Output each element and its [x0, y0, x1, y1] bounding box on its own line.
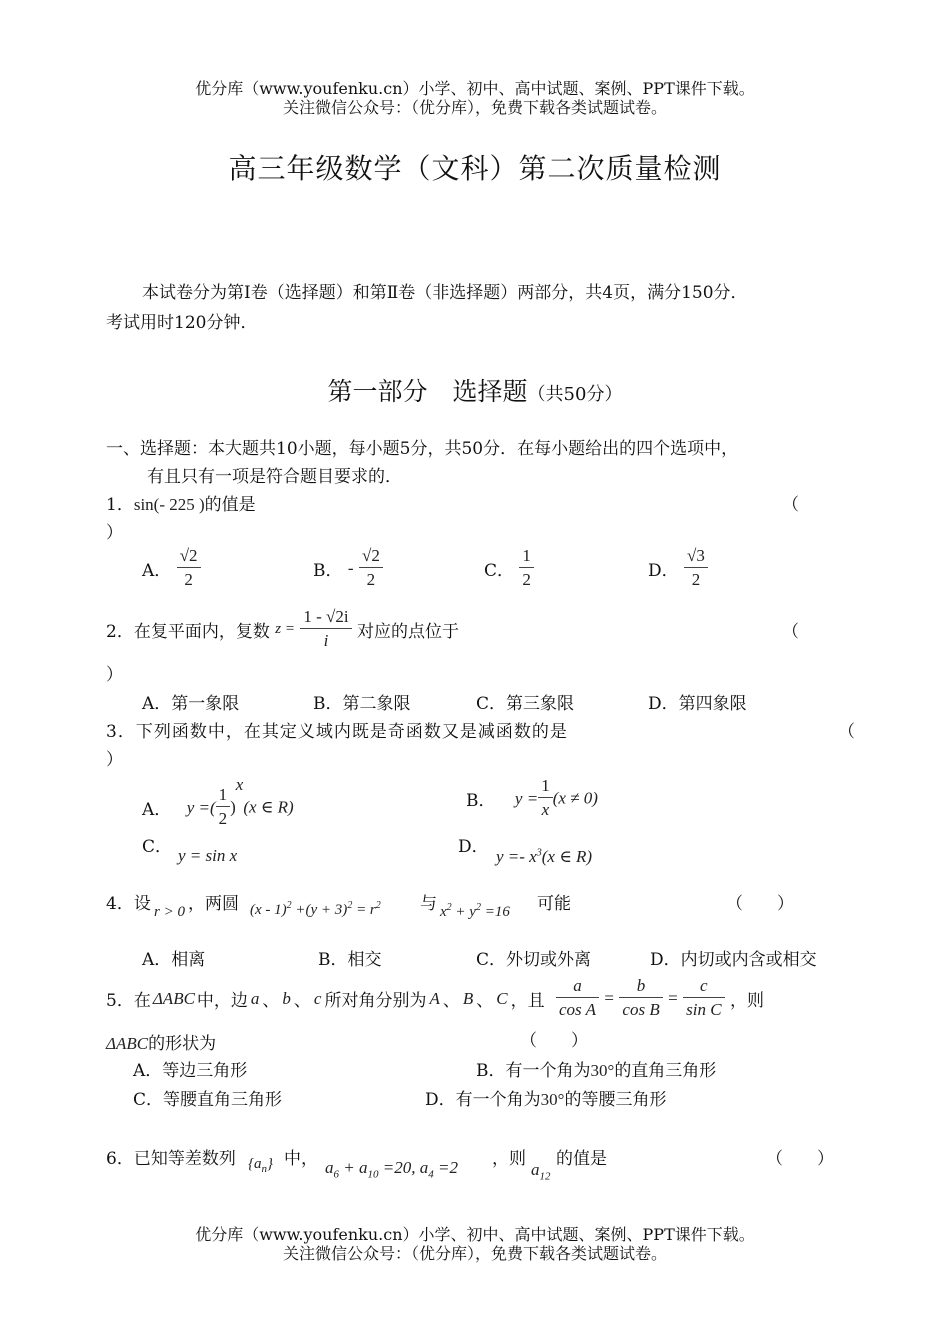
- q2-stem: [106, 606, 459, 653]
- q1-option-c: [484, 545, 534, 592]
- q6-cond-mid-2: =20, a: [378, 1158, 429, 1177]
- q4-c2c: =16: [480, 904, 510, 920]
- q5-f1-num: a: [556, 975, 599, 998]
- q6-text-4: 的值是: [556, 1149, 607, 1169]
- q4-circle-1: [250, 900, 381, 919]
- q6-paren: （ ）: [766, 1149, 834, 1169]
- q5-text-1: 在: [133, 991, 151, 1011]
- intro-line-1: 本试卷分为第Ⅰ卷（选择题）和第Ⅱ卷（非选择题）两部分，共4页，满分150分．: [142, 283, 748, 303]
- q6-cond-end: =2: [433, 1158, 458, 1177]
- q2-fraction-den: i: [323, 631, 329, 650]
- q1-option-a-den: 2: [184, 570, 193, 589]
- q3-option-b-num: 1: [538, 775, 553, 798]
- q1-option-c-label: C．: [484, 561, 515, 581]
- q6-text-1: 已知等差数列: [133, 1149, 236, 1169]
- q3-option-a-pre: y =(: [186, 797, 216, 817]
- q1-option-b-sign: -: [347, 558, 354, 578]
- q4-option-c: C．外切或外离: [476, 950, 592, 970]
- q6-text-3: ，则: [492, 1149, 526, 1169]
- q3-option-a-label: A．: [142, 800, 172, 820]
- q1-option-b-num: √2: [359, 545, 383, 568]
- q1-paren-close: ）: [106, 523, 123, 543]
- q4-condition: r > 0: [154, 904, 185, 920]
- q5-f2-den: cos B: [622, 1000, 660, 1019]
- q4-text-2: ，两圆: [188, 894, 239, 914]
- q5-option-b: [476, 1056, 716, 1081]
- q1-option-d-fraction: [684, 545, 708, 592]
- q5-side-c: c: [313, 988, 322, 1008]
- q6-cond-a: a: [325, 1158, 334, 1177]
- q3-option-d-sup: 3: [536, 847, 542, 859]
- q5-option-c: C．等腰直角三角形: [133, 1090, 283, 1110]
- q6-target-sub: 12: [539, 1170, 551, 1183]
- q3-option-b-pre: y =: [514, 788, 539, 808]
- section1-line-1: 一、选择题：本大题共10小题，每小题5分，共50分．在每小题给出的四个选项中，: [106, 439, 739, 459]
- q5-fraction-2: [619, 975, 662, 1022]
- q4-text-1: 设: [133, 894, 151, 914]
- q1-option-a-num: √2: [177, 545, 201, 568]
- q4-number: 4．: [106, 894, 134, 914]
- q1-option-b: [313, 545, 383, 592]
- footer-line-2: 关注微信公众号：（优分库），免费下载各类试题试卷。: [282, 1244, 667, 1263]
- q2-z: z =: [275, 621, 295, 637]
- q5-text-3: 所对角分别为: [324, 991, 427, 1011]
- q4-c2b: + y: [451, 904, 476, 920]
- q4-c1c: = r: [352, 902, 376, 918]
- q6-cond-sub-2: 10: [367, 1168, 379, 1181]
- q3-option-a-sup: x: [235, 775, 244, 794]
- part1-title: 第一部分 选择题: [327, 377, 528, 406]
- q2-option-d: D．第四象限: [648, 694, 747, 714]
- q5-sep-4: 、: [476, 991, 494, 1011]
- q3-option-c-label: C．: [142, 837, 173, 857]
- q6-cond-sub-3: 4: [428, 1168, 434, 1181]
- q5-f2-num: b: [619, 975, 662, 998]
- q1-option-a-fraction: [177, 545, 201, 592]
- q3-paren-open: （: [838, 722, 855, 742]
- part1-score: （共50分）: [527, 384, 623, 405]
- q4-circle-2: [440, 902, 510, 921]
- q3-option-d-expression: [496, 847, 592, 867]
- q5-option-d: [425, 1085, 666, 1110]
- q2-paren-close: ）: [106, 665, 123, 685]
- q5-paren: （ ）: [520, 1031, 588, 1051]
- q1-option-c-den: 2: [522, 570, 531, 589]
- q6-target: [531, 1160, 551, 1182]
- q3-option-a-num: 1: [216, 784, 231, 807]
- intro-line-2: 考试用时120分钟．: [106, 313, 258, 333]
- q5-number: 5．: [106, 991, 134, 1011]
- q5-sep-2: 、: [293, 991, 311, 1011]
- q3-number: 3．: [106, 722, 136, 742]
- q5-option-a: A．等边三角形: [133, 1061, 248, 1081]
- q5-eq-2: =: [668, 988, 678, 1008]
- q2-option-b: B．第二象限: [313, 694, 411, 714]
- q6-text-2: 中，: [284, 1149, 318, 1169]
- q3-text: 下列函数中，在其定义域内既是奇函数又是减函数的是: [135, 722, 568, 742]
- q3-option-a-domain: (x ∈ R): [243, 797, 294, 817]
- q5-stem-line-2: [106, 1029, 216, 1054]
- q3-option-b-fraction: [538, 775, 553, 822]
- q5-text-4: ，且: [510, 991, 545, 1011]
- q3-option-b: [466, 775, 598, 822]
- q5-angle-c: C: [496, 988, 508, 1008]
- q4-stem-start: [106, 889, 151, 914]
- q1-number: 1．: [106, 495, 134, 515]
- q4-option-b: B．相交: [318, 950, 382, 970]
- q1-stem: [106, 490, 256, 515]
- q1-option-d: [648, 545, 708, 592]
- q1-option-d-num: √3: [684, 545, 708, 568]
- q5-option-d-degree: 30°: [540, 1090, 565, 1109]
- q3-option-a-post: ): [230, 797, 236, 817]
- q1-option-b-fraction: [359, 545, 383, 592]
- q5-triangle-2: ΔABC: [106, 1034, 149, 1053]
- q1-option-b-den: 2: [366, 570, 376, 589]
- q4-option-a: A．相离: [142, 950, 206, 970]
- q4-c2b-sup: 2: [475, 902, 481, 913]
- q3-option-b-label: B．: [466, 791, 496, 811]
- q5-option-d-post: 的等腰三角形: [564, 1090, 667, 1110]
- q4-text-3: 与: [420, 894, 437, 914]
- q3-option-d-expr: y =- x: [496, 847, 537, 866]
- q5-fraction-1: [556, 975, 599, 1022]
- q3-paren-close: ）: [106, 750, 123, 770]
- q1-option-c-num: 1: [519, 545, 534, 568]
- header-line-2: 关注微信公众号：（优分库），免费下载各类试题试卷。: [282, 98, 667, 117]
- q6-sequence: [248, 1156, 273, 1175]
- q5-triangle: ΔABC: [152, 988, 195, 1008]
- q5-sep-3: 、: [442, 991, 460, 1011]
- q1-option-d-den: 2: [691, 570, 701, 589]
- q4-c2a: x: [440, 904, 447, 920]
- q5-angle-b: B: [462, 988, 474, 1008]
- q2-fraction: [300, 606, 351, 653]
- q2-paren-open: （: [782, 622, 799, 642]
- q5-side-b: b: [282, 988, 291, 1008]
- q1-text: 的值是: [204, 495, 256, 515]
- q4-paren: （ ）: [726, 894, 794, 914]
- q2-option-c: C．第三象限: [476, 694, 575, 714]
- q5-f3-den: sin C: [686, 1000, 722, 1019]
- q5-option-d-pre: D．有一个角为: [425, 1090, 541, 1110]
- q4-c1b-sup: 2: [347, 900, 353, 911]
- footer-line-1: 优分库（www.youfenku.cn）小学、初中、高中试题、案例、PPT课件下载。: [195, 1225, 755, 1244]
- q5-option-b-degree: 30°: [590, 1061, 615, 1080]
- q2-number: 2．: [106, 622, 134, 642]
- q3-option-d-domain: (x ∈ R): [541, 847, 593, 866]
- q3-option-a-fraction: [216, 784, 231, 831]
- q2-fraction-num: 1 - √2i: [300, 606, 351, 629]
- q3-option-b-domain: (x ≠ 0): [552, 788, 598, 808]
- q5-f1-den: cos A: [559, 1000, 596, 1019]
- q1-option-a: [142, 545, 201, 592]
- q4-c1a-sup: 2: [286, 900, 292, 911]
- q5-option-b-pre: B．有一个角为: [476, 1061, 591, 1081]
- q6-cond-sub-1: 6: [333, 1168, 339, 1181]
- q4-c2a-sup: 2: [446, 902, 452, 913]
- q6-number: 6．: [106, 1149, 134, 1169]
- q4-c1a: (x - 1): [250, 902, 287, 918]
- part1-heading: [0, 372, 950, 408]
- q6-seq-close: }: [267, 1156, 273, 1172]
- q5-sep-1: 、: [262, 991, 280, 1011]
- q6-stem-start: [106, 1144, 236, 1169]
- q5-fraction-3: [683, 975, 724, 1022]
- q6-seq-sub: n: [261, 1163, 267, 1175]
- q4-c1b: +(y + 3): [291, 902, 348, 918]
- q5-side-a: a: [250, 988, 260, 1008]
- section1-line-2: 有且只有一项是符合题目要求的．: [147, 467, 402, 487]
- q1-option-d-label: D．: [648, 561, 679, 581]
- q3-option-d-label: D．: [458, 837, 489, 857]
- q1-option-c-fraction: [519, 545, 534, 592]
- q2-option-a: A．第一象限: [142, 694, 240, 714]
- q5-text-2: 中，边: [196, 991, 248, 1011]
- q3-option-b-den: x: [541, 800, 550, 819]
- q5-text-5: ，则: [729, 991, 764, 1011]
- q3-option-a-den: 2: [218, 809, 228, 828]
- q3-option-a: [142, 775, 294, 831]
- q6-target-a: a: [531, 1160, 540, 1179]
- q2-text-2: 对应的点位于: [356, 622, 459, 642]
- q1-paren-open: （: [782, 495, 799, 515]
- q3-stem: [106, 717, 568, 742]
- q4-option-d: D．内切或内含或相交: [650, 950, 817, 970]
- q4-c1c-sup: 2: [375, 900, 381, 911]
- q5-f3-num: c: [683, 975, 724, 998]
- q3-option-c-expression: y = sin x: [178, 846, 238, 865]
- q5-text-6: 的形状为: [148, 1034, 217, 1054]
- q6-cond-mid: + a: [339, 1158, 368, 1177]
- q5-eq-1: =: [604, 988, 614, 1008]
- q1-option-b-label: B．: [313, 561, 343, 581]
- q4-text-4: 可能: [537, 894, 571, 914]
- q1-option-a-label: A．: [142, 561, 172, 581]
- q1-expression: sin(- 225 ): [133, 495, 205, 514]
- q5-stem: [106, 975, 764, 1022]
- q2-text-1: 在复平面内，复数: [133, 622, 270, 642]
- header-line-1: 优分库（www.youfenku.cn）小学、初中、高中试题、案例、PPT课件下载。: [195, 79, 755, 98]
- q6-seq: {a: [248, 1156, 262, 1172]
- page-title: 高三年级数学（文科）第二次质量检测: [228, 152, 722, 185]
- q5-option-b-post: 的直角三角形: [614, 1061, 717, 1081]
- q6-condition: [325, 1158, 458, 1180]
- q5-angle-a: A: [429, 988, 440, 1008]
